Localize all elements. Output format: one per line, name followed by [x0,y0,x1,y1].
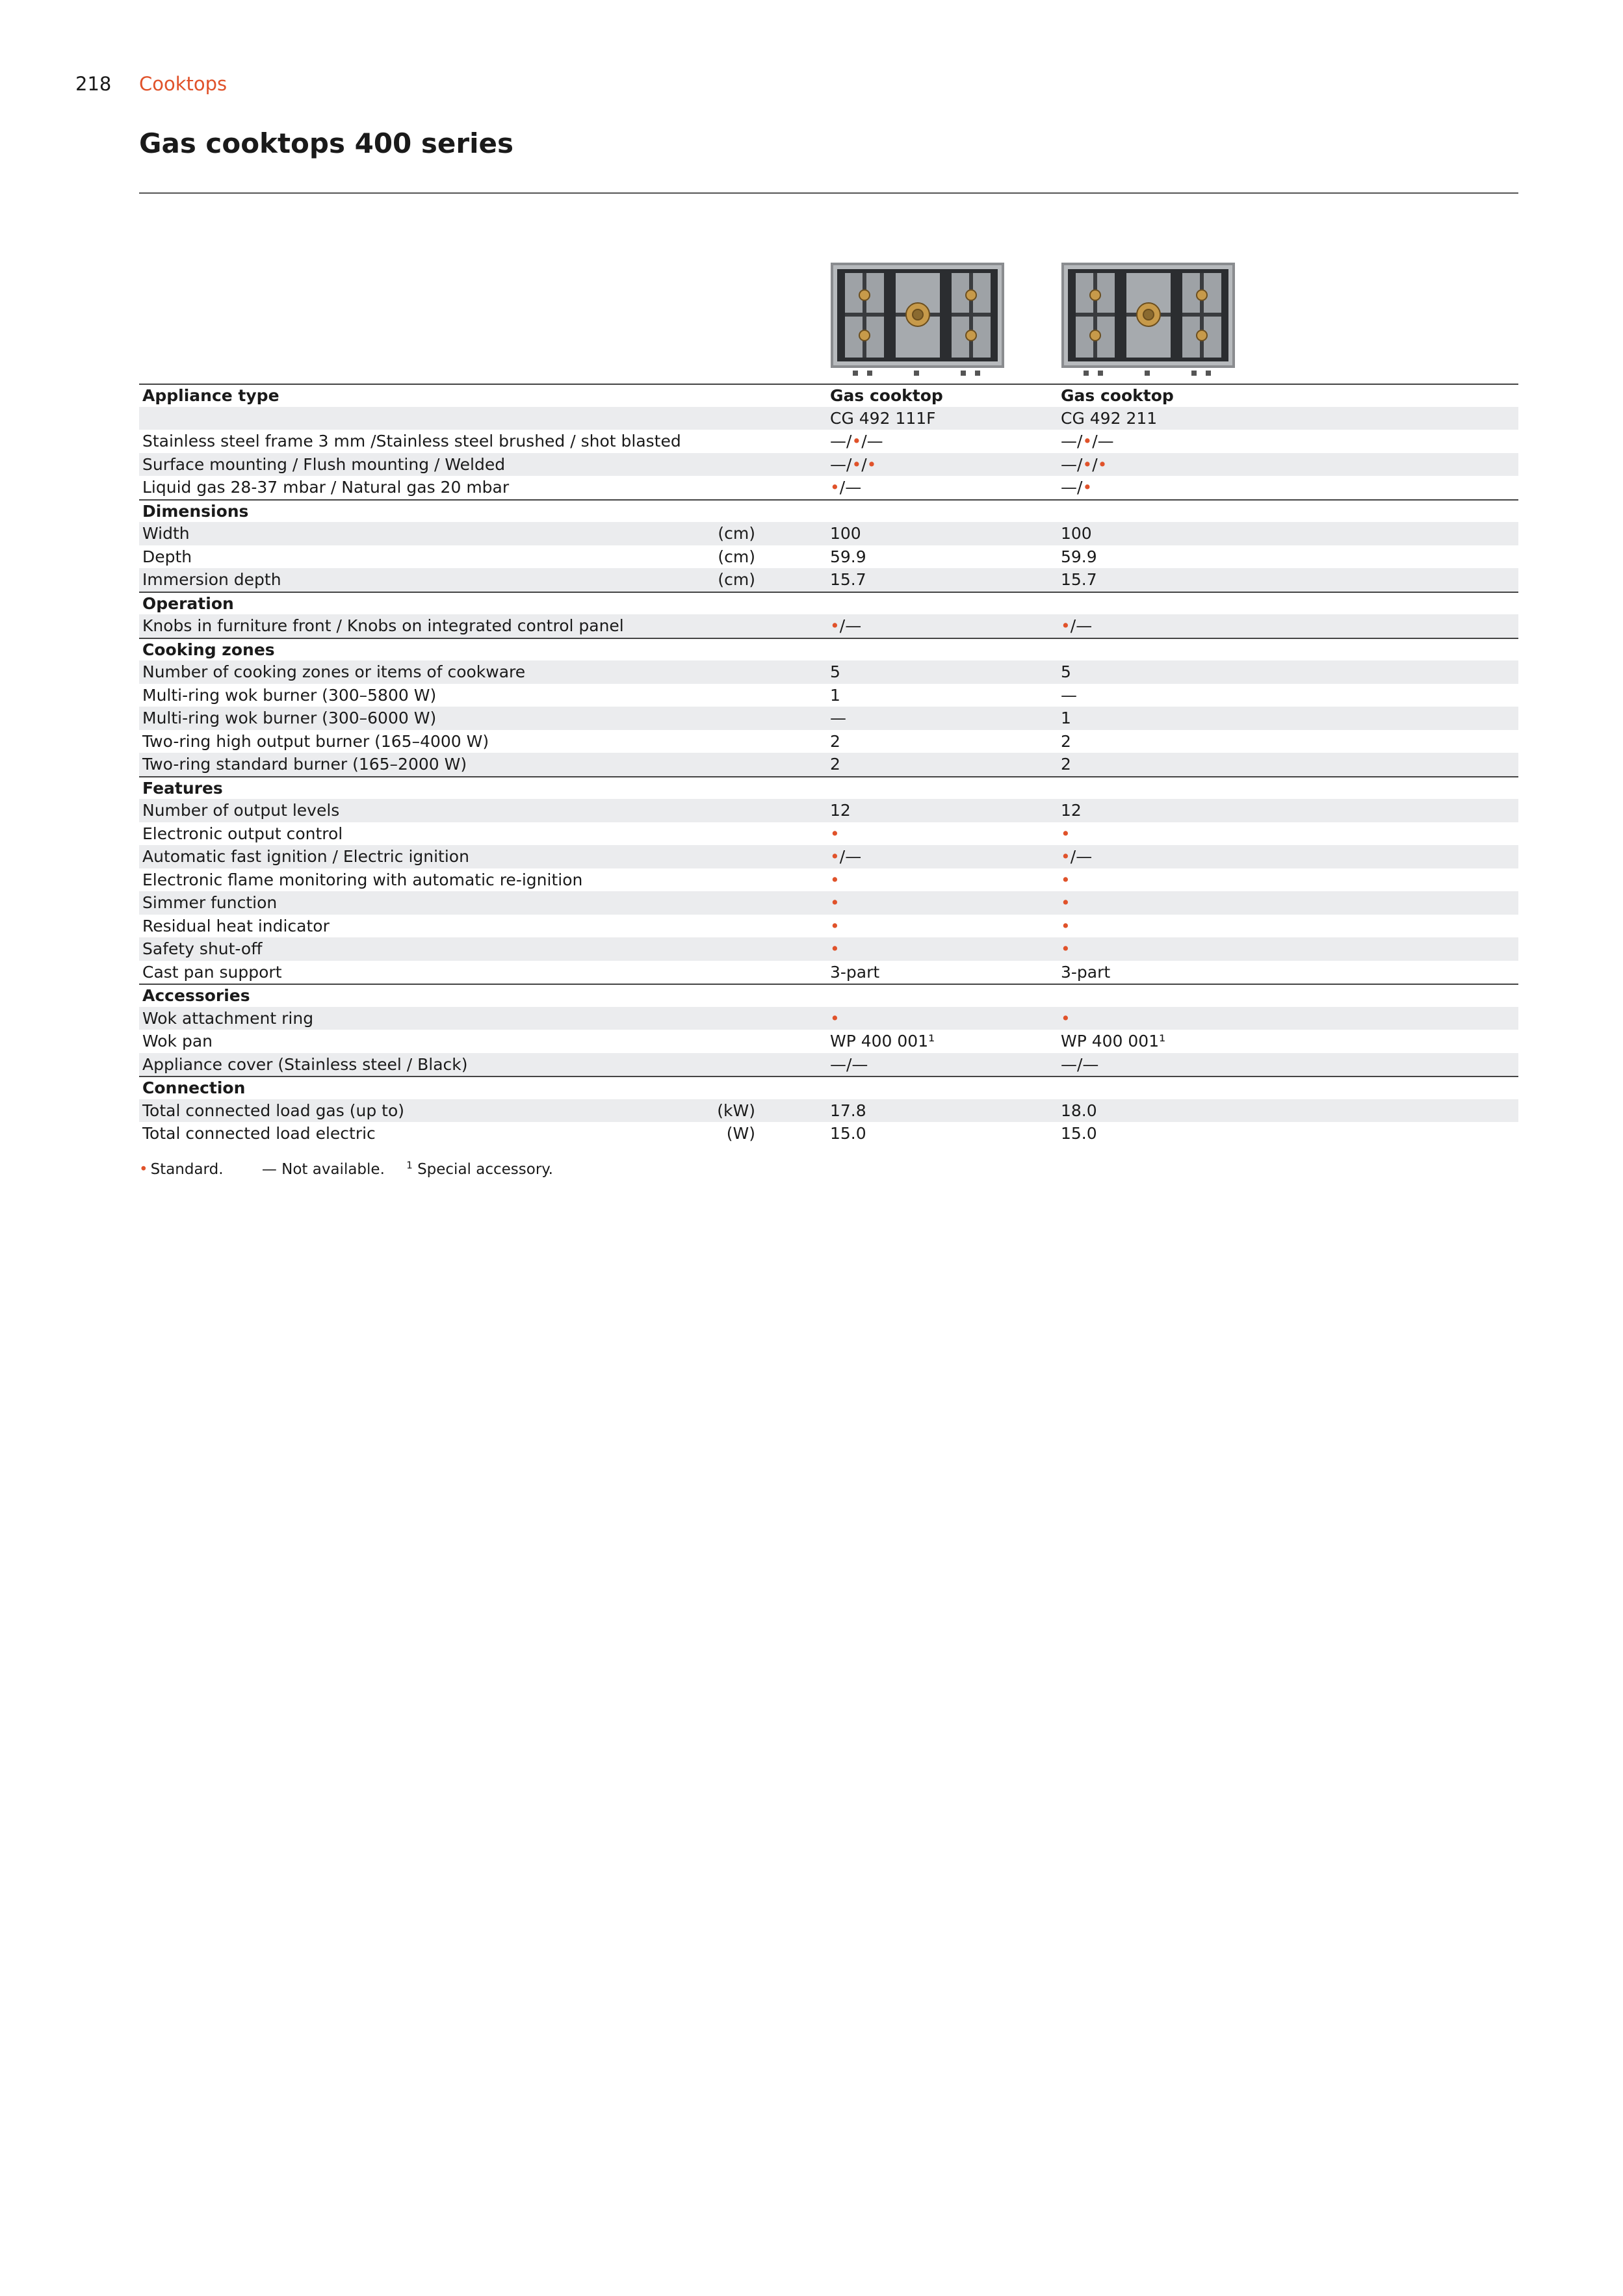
table-row [139,937,1518,961]
row-label: Cooking zones [142,640,275,659]
row-label: Dimensions [142,501,249,521]
row-unit: (W) [726,1124,755,1143]
row-label: Surface mounting / Flush mounting / Welded [142,454,506,474]
value-cg-492-211: 5 [1061,662,1071,681]
section-header-row [139,499,1518,523]
table-row [139,915,1518,938]
standard-dot: • [1082,454,1093,474]
standard-dot: • [1061,893,1071,912]
table-row [139,707,1518,730]
value-cg-492-111f: —/•/— [830,432,883,450]
table-row [139,1007,1518,1030]
value-cg-492-211: 59.9 [1061,547,1097,566]
row-label: Stainless steel frame 3 mm /Stainless steel brushed / shot blasted [142,432,681,450]
value-cg-492-211: —/• [1061,478,1093,497]
standard-dot: • [1061,870,1071,889]
value-cg-492-111f: 15.7 [830,570,866,589]
cooktop-image-cg-492-211 [1061,263,1235,368]
value-cg-492-211: 100 [1061,524,1092,543]
value-cg-492-111f: WP 400 001¹ [830,1032,935,1050]
row-label: Number of cooking zones or items of cookware [142,662,526,681]
value-cg-492-211: —/— [1061,1054,1099,1074]
legend [139,1159,587,1178]
value-cg-492-111f: —/•/• [830,454,877,474]
standard-dot: • [830,1008,840,1028]
table-row [139,753,1518,776]
value-cg-492-211: •/— [1061,847,1093,866]
row-label: Depth [142,547,192,566]
standard-dot: • [1082,432,1093,450]
value-cg-492-111f: 5 [830,662,840,681]
section-header-row [139,1076,1518,1099]
table-row [139,799,1518,822]
row-label: Two-ring high output burner (165–4000 W) [142,731,489,751]
table-row [139,453,1518,476]
table-row [139,961,1518,984]
value-cg-492-211: 3-part [1061,962,1111,982]
title-divider [139,192,1518,194]
standard-dot: • [830,870,840,889]
value-cg-492-211: 12 [1061,801,1082,820]
row-label: Wok pan [142,1032,213,1050]
value-cg-492-211: CG 492 211 [1061,408,1158,428]
row-label: Operation [142,594,234,613]
row-label: Cast pan support [142,962,282,982]
section-name: Cooktops [139,73,227,95]
row-label: Electronic output control [142,824,343,843]
table-row [139,1099,1518,1123]
standard-dot: • [1061,916,1071,935]
value-cg-492-111f [830,915,840,938]
value-cg-492-111f: 12 [830,801,851,820]
table-row [139,476,1518,499]
table-row [139,845,1518,868]
value-cg-492-111f: —/— [830,1054,868,1074]
table-row [139,891,1518,915]
table-header-row [139,384,1518,407]
row-unit: (cm) [718,547,755,566]
table-row [139,822,1518,846]
value-cg-492-111f: •/— [830,478,862,497]
row-label: Knobs in furniture front / Knobs on integrated control panel [142,616,624,635]
section-header-row [139,638,1518,661]
row-label: Total connected load electric [142,1124,376,1143]
table-row [139,407,1518,430]
value-cg-492-111f: 1 [830,685,840,705]
value-cg-492-111f: 17.8 [830,1101,866,1120]
table-row [139,430,1518,453]
value-cg-492-211: 15.0 [1061,1124,1097,1143]
section-header-row [139,984,1518,1007]
value-cg-492-111f: 100 [830,524,861,543]
control-knobs-row [831,369,1004,377]
value-cg-492-111f [830,1007,840,1030]
row-label: Two-ring standard burner (165–2000 W) [142,755,467,774]
value-cg-492-211: 18.0 [1061,1101,1097,1120]
value-cg-492-111f: 2 [830,731,840,751]
row-label: Appliance cover (Stainless steel / Black) [142,1054,468,1074]
table-row [139,684,1518,707]
table-row [139,522,1518,545]
value-cg-492-111f: 15.0 [830,1124,866,1143]
value-cg-492-211 [1061,891,1071,915]
value-cg-492-211: 1 [1061,709,1071,727]
value-cg-492-211: —/•/— [1061,432,1114,450]
row-label: Total connected load gas (up to) [142,1101,404,1120]
cooktop-image-cg-492-111f [831,263,1004,368]
row-label: Accessories [142,986,250,1005]
standard-dot: • [830,824,840,843]
standard-dot: • [1082,478,1093,497]
row-label: Simmer function [142,893,278,912]
control-knobs-row [1061,369,1235,377]
value-cg-492-111f: 2 [830,755,840,774]
value-cg-492-111f: 59.9 [830,547,866,566]
standard-dot: • [851,454,862,474]
table-row [139,1030,1518,1053]
table-row [139,614,1518,638]
standard-dot: • [851,432,862,450]
row-label: Connection [142,1078,246,1097]
value-cg-492-211: •/— [1061,616,1093,635]
value-cg-492-211 [1061,868,1071,892]
row-label: Appliance type [142,386,279,405]
value-cg-492-211: 15.7 [1061,570,1097,589]
value-cg-492-111f: CG 492 111F [830,408,936,428]
standard-dot: • [830,478,840,497]
row-label: Electronic flame monitoring with automatic re-ignition [142,870,583,889]
value-cg-492-111f [830,868,840,892]
table-row [139,1053,1518,1076]
standard-dot: • [1061,847,1071,866]
table-row [139,1122,1518,1145]
row-label: Safety shut-off [142,939,263,958]
standard-dot: • [866,454,877,474]
legend-not-available: — Not available. [261,1160,385,1178]
row-label: Wok attachment ring [142,1008,314,1028]
standard-dot: • [830,893,840,912]
standard-dot: • [830,939,840,958]
value-cg-492-111f: •/— [830,847,862,866]
row-unit: (cm) [718,524,755,543]
standard-dot: • [1061,824,1071,843]
standard-dot: • [1061,1008,1071,1028]
value-cg-492-211 [1061,937,1071,961]
row-label: Features [142,778,223,798]
value-cg-492-211: Gas cooktop [1061,386,1174,405]
value-cg-492-111f [830,891,840,915]
value-cg-492-111f: Gas cooktop [830,386,943,405]
value-cg-492-211: WP 400 001¹ [1061,1032,1166,1050]
value-cg-492-111f [830,822,840,846]
table-row [139,660,1518,684]
value-cg-492-111f: 3-part [830,962,880,982]
row-label: Immersion depth [142,570,281,589]
value-cg-492-211: 2 [1061,755,1071,774]
standard-dot: • [1097,454,1108,474]
row-unit: (cm) [718,570,755,589]
value-cg-492-211 [1061,915,1071,938]
section-header-row [139,592,1518,615]
value-cg-492-211 [1061,822,1071,846]
value-cg-492-211: — [1061,685,1077,705]
value-cg-492-111f: •/— [830,616,862,635]
row-label: Automatic fast ignition / Electric ignition [142,847,469,866]
value-cg-492-211: 2 [1061,731,1071,751]
spec-table [139,384,1518,1145]
row-label: Residual heat indicator [142,916,330,935]
value-cg-492-211 [1061,1007,1071,1030]
page-number: 218 [75,73,112,95]
standard-dot: • [830,847,840,866]
standard-dot: • [830,916,840,935]
table-row [139,545,1518,569]
row-label: Multi-ring wok burner (300–6000 W) [142,709,437,727]
standard-dot: • [830,616,840,635]
legend-standard: • Standard. [139,1160,224,1178]
standard-dot: • [1061,616,1071,635]
page-title: Gas cooktops 400 series [139,127,513,159]
section-header-row [139,776,1518,800]
standard-dot: • [1061,939,1071,958]
row-unit: (kW) [717,1101,755,1120]
value-cg-492-111f: — [830,709,846,727]
value-cg-492-111f [830,937,840,961]
row-label: Liquid gas 28-37 mbar / Natural gas 20 mbar [142,478,510,497]
row-label: Width [142,524,190,543]
value-cg-492-211: —/•/• [1061,454,1108,474]
table-row [139,868,1518,892]
table-row [139,568,1518,592]
row-label: Number of output levels [142,801,340,820]
legend-special-accessory: $^1$ Special accessory. [406,1159,553,1178]
table-row [139,730,1518,753]
row-label: Multi-ring wok burner (300–5800 W) [142,685,437,705]
